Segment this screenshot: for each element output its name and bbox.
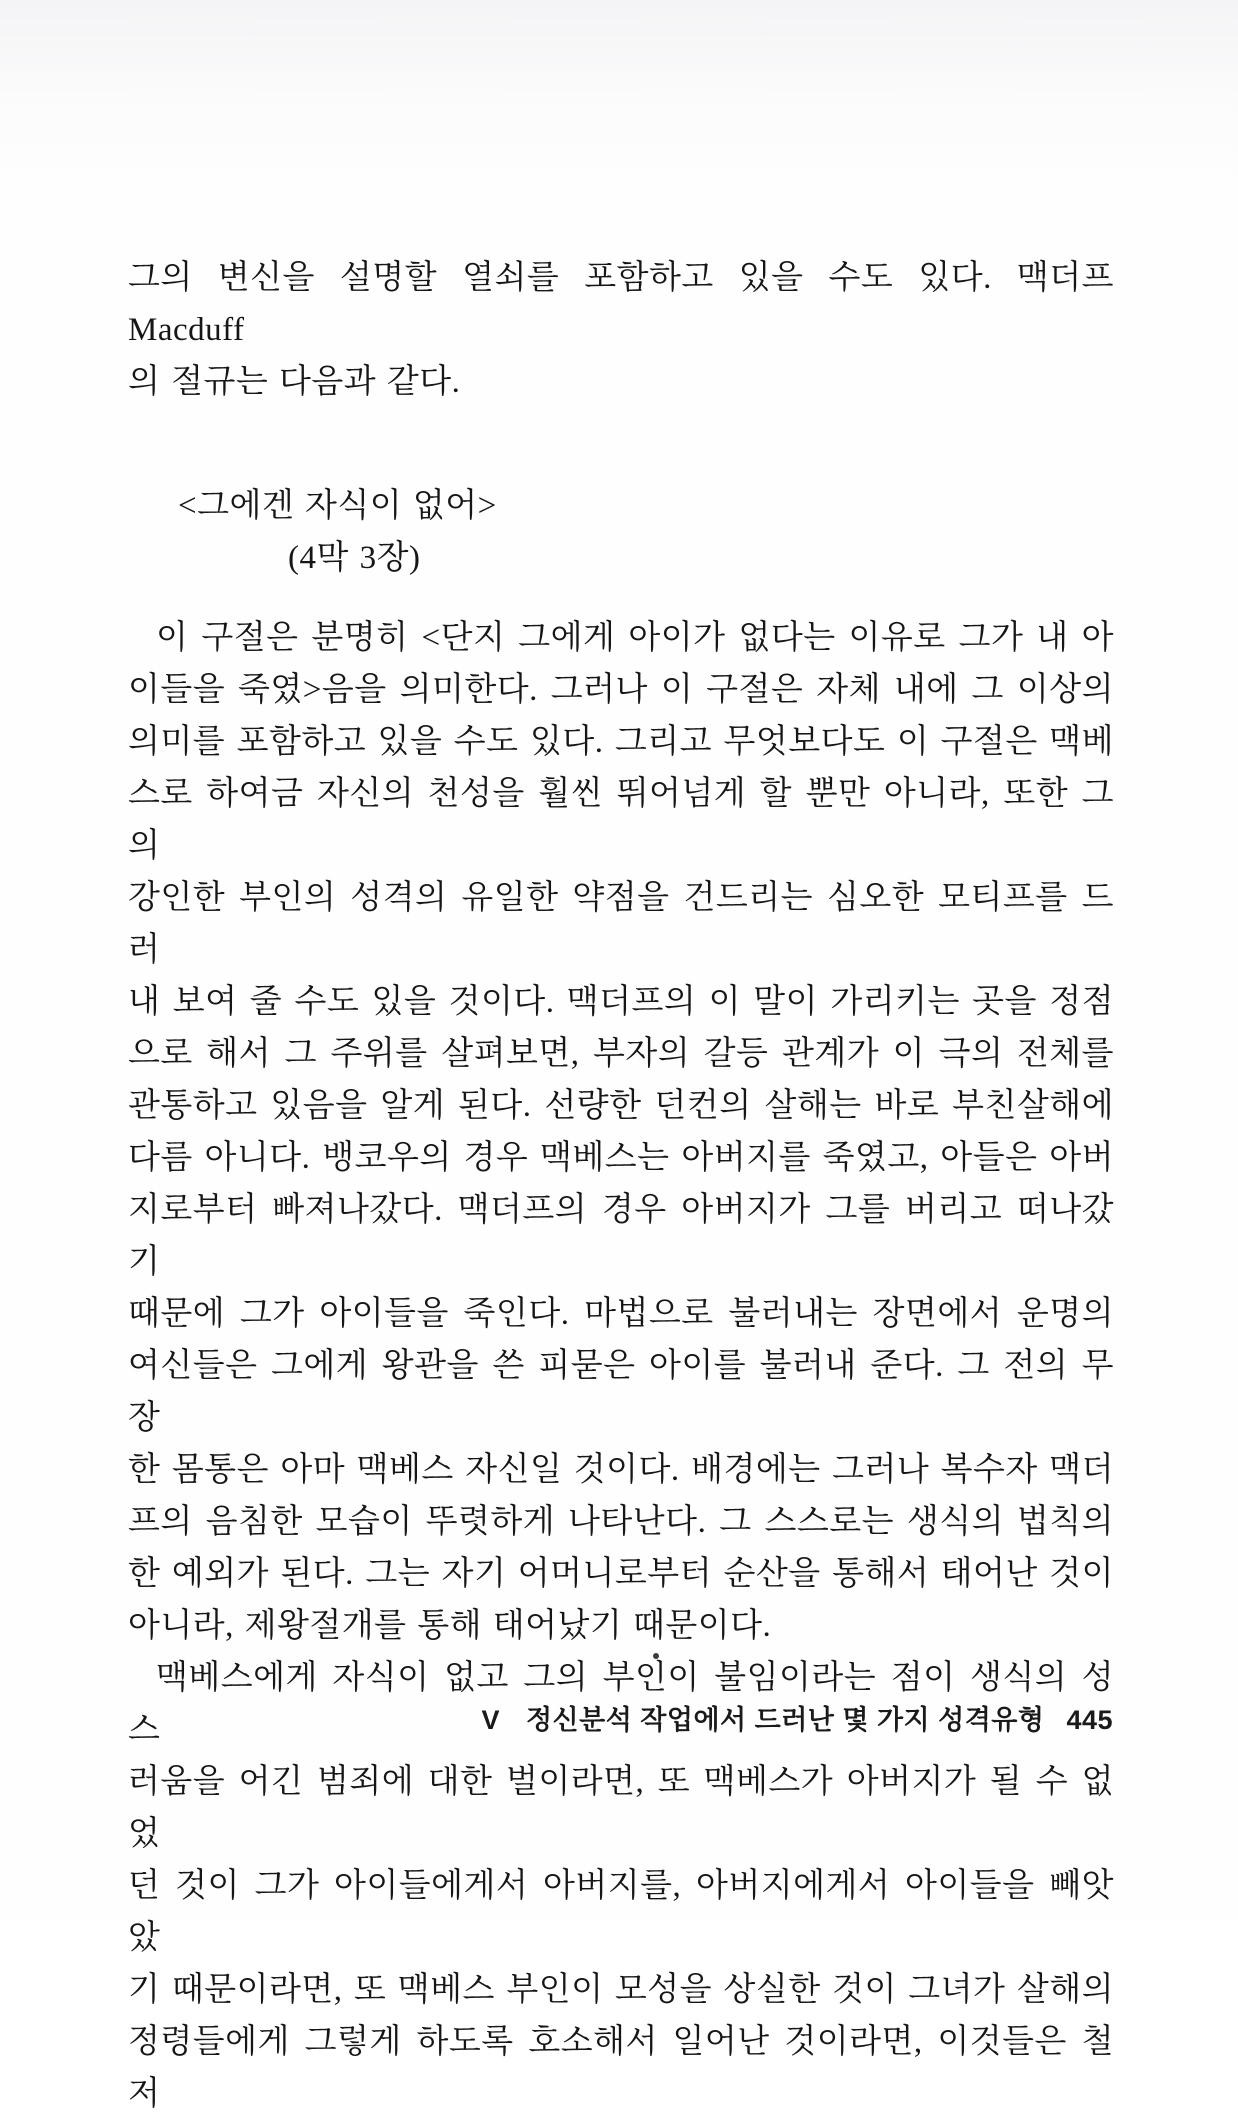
text-line: 관통하고 있음을 알게 된다. 선량한 던컨의 살해는 바로 부친살해에 — [128, 1088, 1114, 1124]
text-line: 으로 해서 그 주위를 살펴보면, 부자의 갈등 관계가 이 극의 전체를 — [128, 1036, 1114, 1072]
text-line: 때문에 그가 아이들을 죽인다. 마법으로 불러내는 장면에서 운명의 — [128, 1296, 1114, 1332]
text-line: 이들을 죽였>음을 의미한다. 그러나 이 구절은 자체 내에 그 이상의 — [128, 672, 1114, 708]
text-line: 러움을 어긴 범죄에 대한 벌이라면, 또 맥베스가 아버지가 될 수 없었 — [128, 1764, 1114, 1852]
text-line: 정령들에게 그렇게 하도록 호소해서 일어난 것이라면, 이것들은 철저 — [128, 2024, 1114, 2112]
paragraph-continuation — [128, 252, 1114, 408]
quote-text: <그에겐 자식이 없어> — [178, 488, 497, 524]
footer-section-marker: V — [481, 1705, 500, 1735]
text-line: 의미를 포함하고 있을 수도 있다. 그리고 무엇보다도 이 구절은 맥베 — [128, 724, 1114, 760]
text-line: 한 몸통은 아마 맥베스 자신일 것이다. 배경에는 그러나 복수자 맥더 — [128, 1452, 1114, 1488]
text-line: 아니라, 제왕절개를 통해 태어났기 때문이다. — [128, 1608, 772, 1644]
footer-page-number: 445 — [1066, 1705, 1113, 1735]
text-line: 다름 아니다. 뱅코우의 경우 맥베스는 아버지를 죽였고, 아들은 아버 — [128, 1140, 1114, 1176]
footer-section-title: 정신분석 작업에서 드러난 몇 가지 성격유형 — [525, 1705, 1045, 1735]
text-line: 내 보여 줄 수도 있을 것이다. 맥더프의 이 말이 가리키는 곳을 정점 — [128, 984, 1114, 1020]
blockquote — [178, 480, 1114, 584]
text-line: 이 구절은 분명히 <단지 그에게 아이가 없다는 이유로 그가 내 아 — [156, 620, 1114, 656]
text-line: 의 절규는 다음과 같다. — [128, 364, 461, 400]
quote-source: (4막 3장) — [288, 540, 421, 576]
text-line: 프의 음침한 모습이 뚜렷하게 나타난다. 그 스스로는 생식의 법칙의 — [128, 1504, 1114, 1540]
text-line: 한 예외가 된다. 그는 자기 어머니로부터 순산을 통해서 태어난 것이 — [128, 1556, 1114, 1592]
text-line: 강인한 부인의 성격의 유일한 약점을 건드리는 심오한 모티프를 드러 — [128, 880, 1114, 968]
scan-ink-dot-artifact — [653, 1653, 659, 1659]
text-line: 기 때문이라면, 또 맥베스 부인이 모성을 상실한 것이 그녀가 살해의 — [128, 1972, 1114, 2008]
text-line: 맥베스에게 자식이 없고 그의 부인이 불임이라는 점이 생식의 성스 — [128, 1660, 1114, 1748]
page-footer — [481, 1698, 1113, 1737]
text-line: 여신들은 그에게 왕관을 쓴 피묻은 아이를 불러내 준다. 그 전의 무장 — [128, 1348, 1114, 1436]
text-line: 그의 변신을 설명할 열쇠를 포함하고 있을 수도 있다. 맥더프 Macduff — [128, 260, 1114, 348]
paragraph — [128, 612, 1114, 1652]
text-line: 지로부터 빠져나갔다. 맥더프의 경우 아버지가 그를 버리고 떠나갔기 — [128, 1192, 1114, 1280]
page-body-text — [128, 252, 1114, 2120]
text-line: 스로 하여금 자신의 천성을 훨씬 뛰어넘게 할 뿐만 아니라, 또한 그의 — [128, 776, 1114, 864]
text-line: 던 것이 그가 아이들에게서 아버지를, 아버지에게서 아이들을 빼앗았 — [128, 1868, 1114, 1956]
